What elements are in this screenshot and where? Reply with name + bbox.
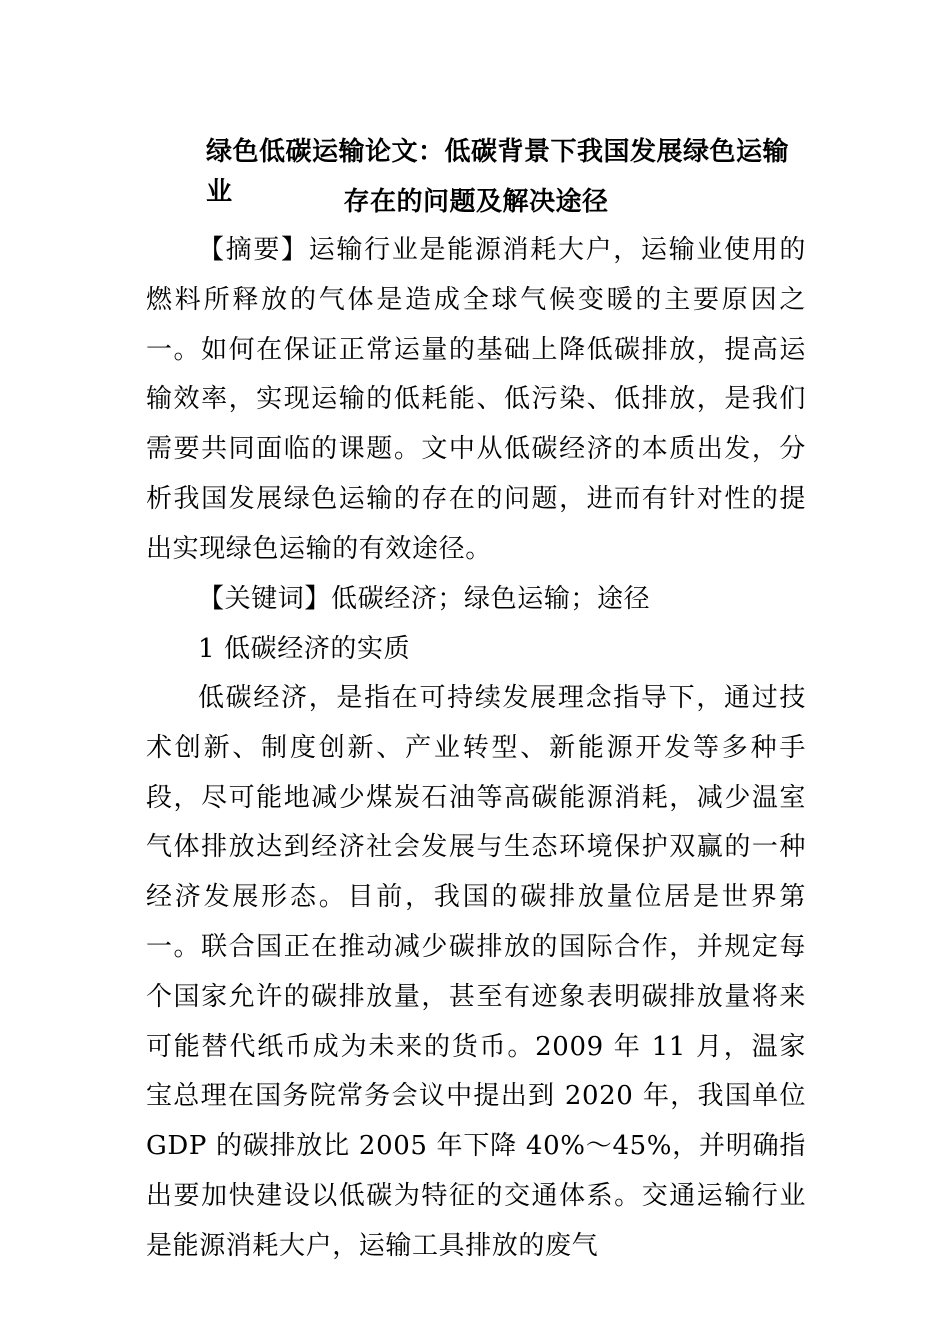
abstract-text: 运输行业是能源消耗大户，运输业使用的燃料所释放的气体是造成全球气候变暖的主要原因之一。如何在保证正常运量的基础上降低碳排放，提高运输效率，实现运输的低耗能、低污染、低排放，是我们需要共同面临的课题。文中从低碳经济的本质出发，分析我国发展绿色运输的存在的问题，进而有针对性的提出实现绿色运输的有效途径。 xyxy=(146,235,806,564)
keywords-text: 低碳经济；绿色运输；途径 xyxy=(331,584,651,614)
document-title-line-2: 存在的问题及解决途径 xyxy=(343,187,609,217)
abstract-label: 【摘要】 xyxy=(198,235,309,265)
keywords-paragraph xyxy=(146,575,806,625)
keywords-label: 【关键词】 xyxy=(198,584,332,614)
document-title-line-1: 绿色低碳运输论文：低碳背景下我国发展绿色运输业 xyxy=(206,137,790,207)
section-1-heading: 1 低碳经济的实质 xyxy=(198,634,411,664)
section-1-paragraph: 低碳经济，是指在可持续发展理念指导下，通过技术创新、制度创新、产业转型、新能源开发等多种手段，尽可能地减少煤炭石油等高碳能源消耗，减少温室气体排放达到经济社会发展与生态环境保护双赢的一种经济发展形态。目前，我国的碳排放量位居是世界第一。联合国正在推动减少碳排放的国际合作，并规定每个国家允许的碳排放量，甚至有迹象表明碳排放量将来可能替代纸币成为未来的货币。2009 年 11 月，温家宝总理在国务院常务会议中提出到 2020 年，我国单位 GDP 的碳排放比 2005 年下降 40%～45%，并明确指出要加快建设以低碳为特征的交通体系。交通运输行业是能源消耗大户，运输工具排放的废气 xyxy=(146,683,806,1261)
abstract-paragraph xyxy=(146,226,806,575)
